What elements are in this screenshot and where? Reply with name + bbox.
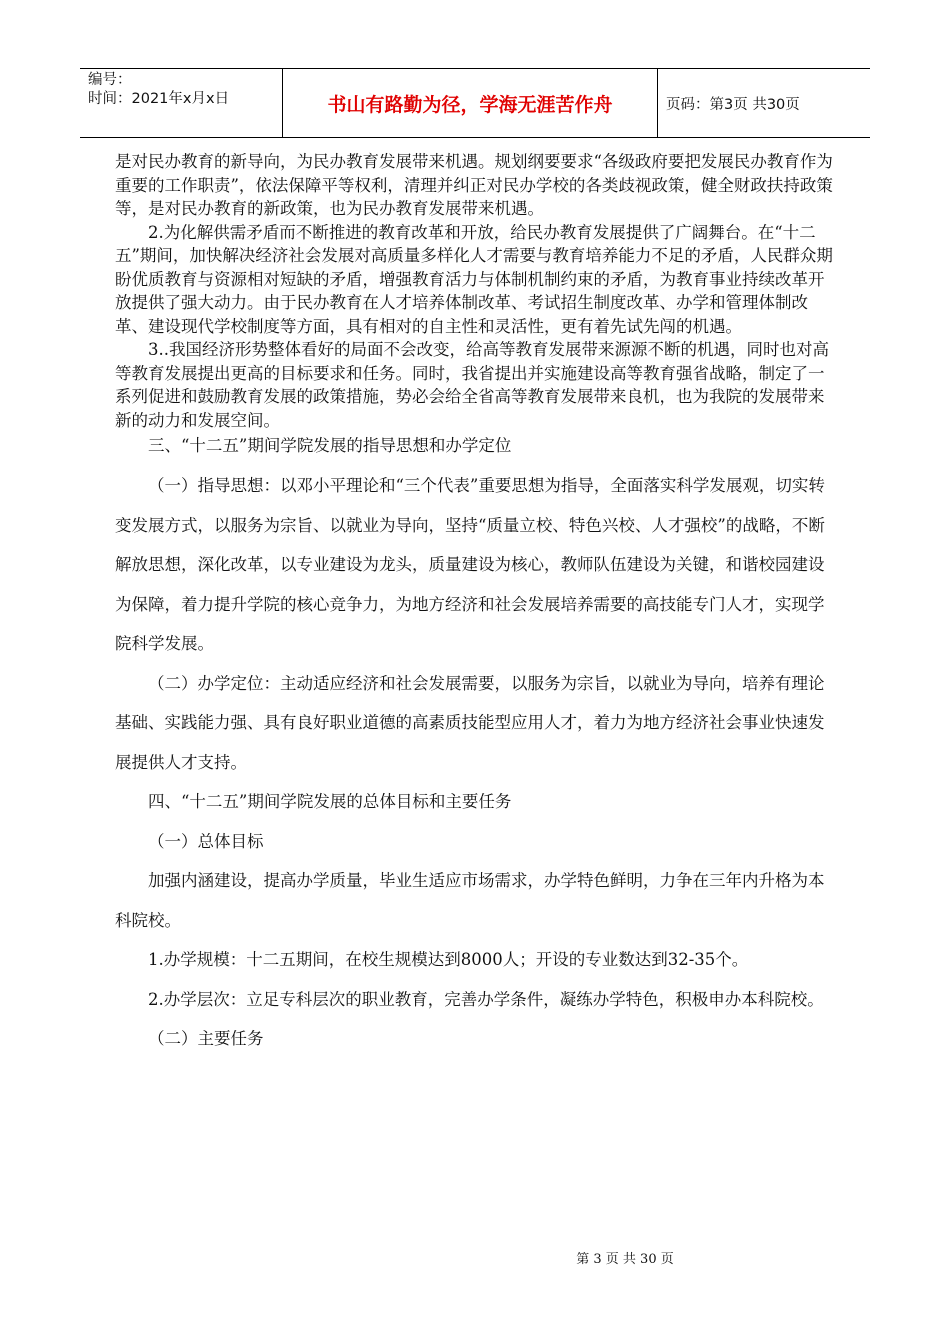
subheading-main-tasks: （二）主要任务 — [148, 1029, 264, 1048]
page-footer: 第 3 页 共 30 页 — [576, 1252, 674, 1267]
loose-section — [115, 466, 835, 1059]
paragraph-scale: 1.办学规模：十二五期间，在校生规模达到8000人；开设的专业数达到32-35个。 — [148, 950, 749, 969]
section-heading-4: 四、“十二五”期间学院发展的总体目标和主要任务 — [148, 792, 512, 811]
header-meta — [80, 69, 283, 137]
header-page-number: 页码：第3页 共30页 — [666, 96, 800, 113]
paragraph-new-guidance: 是对民办教育的新导向，为民办教育发展带来机遇。规划纲要要求“各级政府要把发展民办教育作为重要的工作职责”，依法保障平等权利，清理并纠正对民办学校的各类歧视政策，健全财政扶持政策等，是对民办教育的新政策，也为民办教育发展带来机遇。 — [115, 152, 833, 218]
paragraph-overall-goal: 加强内涵建设，提高办学质量，毕业生适应市场需求，办学特色鲜明，力争在三年内升格为本科院校。 — [115, 871, 825, 930]
document-body — [115, 150, 835, 1059]
subheading-overall-goal: （一）总体目标 — [148, 831, 264, 851]
dense-section — [115, 150, 835, 460]
document-number: 编号： — [88, 72, 132, 88]
paragraph-economy-opportunity: 3..我国经济形势整体看好的局面不会改变，给高等教育发展带来源源不断的机遇，同时也对高等教育发展提出更高的目标要求和任务。同时，我省提出并实施建设高等教育强省战略，制定了一系列促进和鼓励教育发展的政策措施，势必会给全省高等教育发展带来良机，也为我院的发展带来新的动力和发展空间。 — [115, 340, 829, 430]
paragraph-level: 2.办学层次：立足专科层次的职业教育，完善办学条件，凝练办学特色，积极申办本科院校。 — [148, 989, 824, 1009]
header-motto: 书山有路勤为径，学海无涯苦作舟 — [283, 69, 658, 137]
section-heading-3: 三、“十二五”期间学院发展的指导思想和办学定位 — [148, 436, 512, 455]
paragraph-reform-opportunity: 2.为化解供需矛盾而不断推进的教育改革和开放，给民办教育发展提供了广阔舞台。在“十二五”期间，加快解决经济社会发展对高质量多样化人才需要与教育培养能力不足的矛盾，人民群众期盼优质教育与资源相对短缺的矛盾，增强教育活力与体制机制约束的矛盾，为教育事业持续改革开放提供了强大动力。由于民办教育在人才培养体制改革、考试招生制度改革、办学和管理体制改革、建设现代学校制度等方面，具有相对的自主性和灵活性，更有着先试先闯的机遇。 — [115, 222, 833, 336]
paragraph-guiding-ideology: （一）指导思想：以邓小平理论和“三个代表”重要思想为指导，全面落实科学发展观，切实转变发展方式，以服务为宗旨、以就业为导向，坚持“质量立校、特色兴校、人才强校”的战略，不断解放思想，深化改革，以专业建设为龙头，质量建设为核心，教师队伍建设为关键，和谐校园建设为保障，着力提升学院的核心竞争力，为地方经济和社会发展培养需要的高技能专门人才，实现学院科学发展。 — [115, 476, 825, 653]
paragraph-school-positioning: （二）办学定位：主动适应经济和社会发展需要，以服务为宗旨，以就业为导向，培养有理论基础、实践能力强、具有良好职业道德的高素质技能型应用人才，着力为地方经济社会事业快速发展提供人才支持。 — [115, 673, 825, 772]
page-header — [80, 68, 870, 138]
document-date: 时间：2021年x月x日 — [88, 91, 230, 107]
